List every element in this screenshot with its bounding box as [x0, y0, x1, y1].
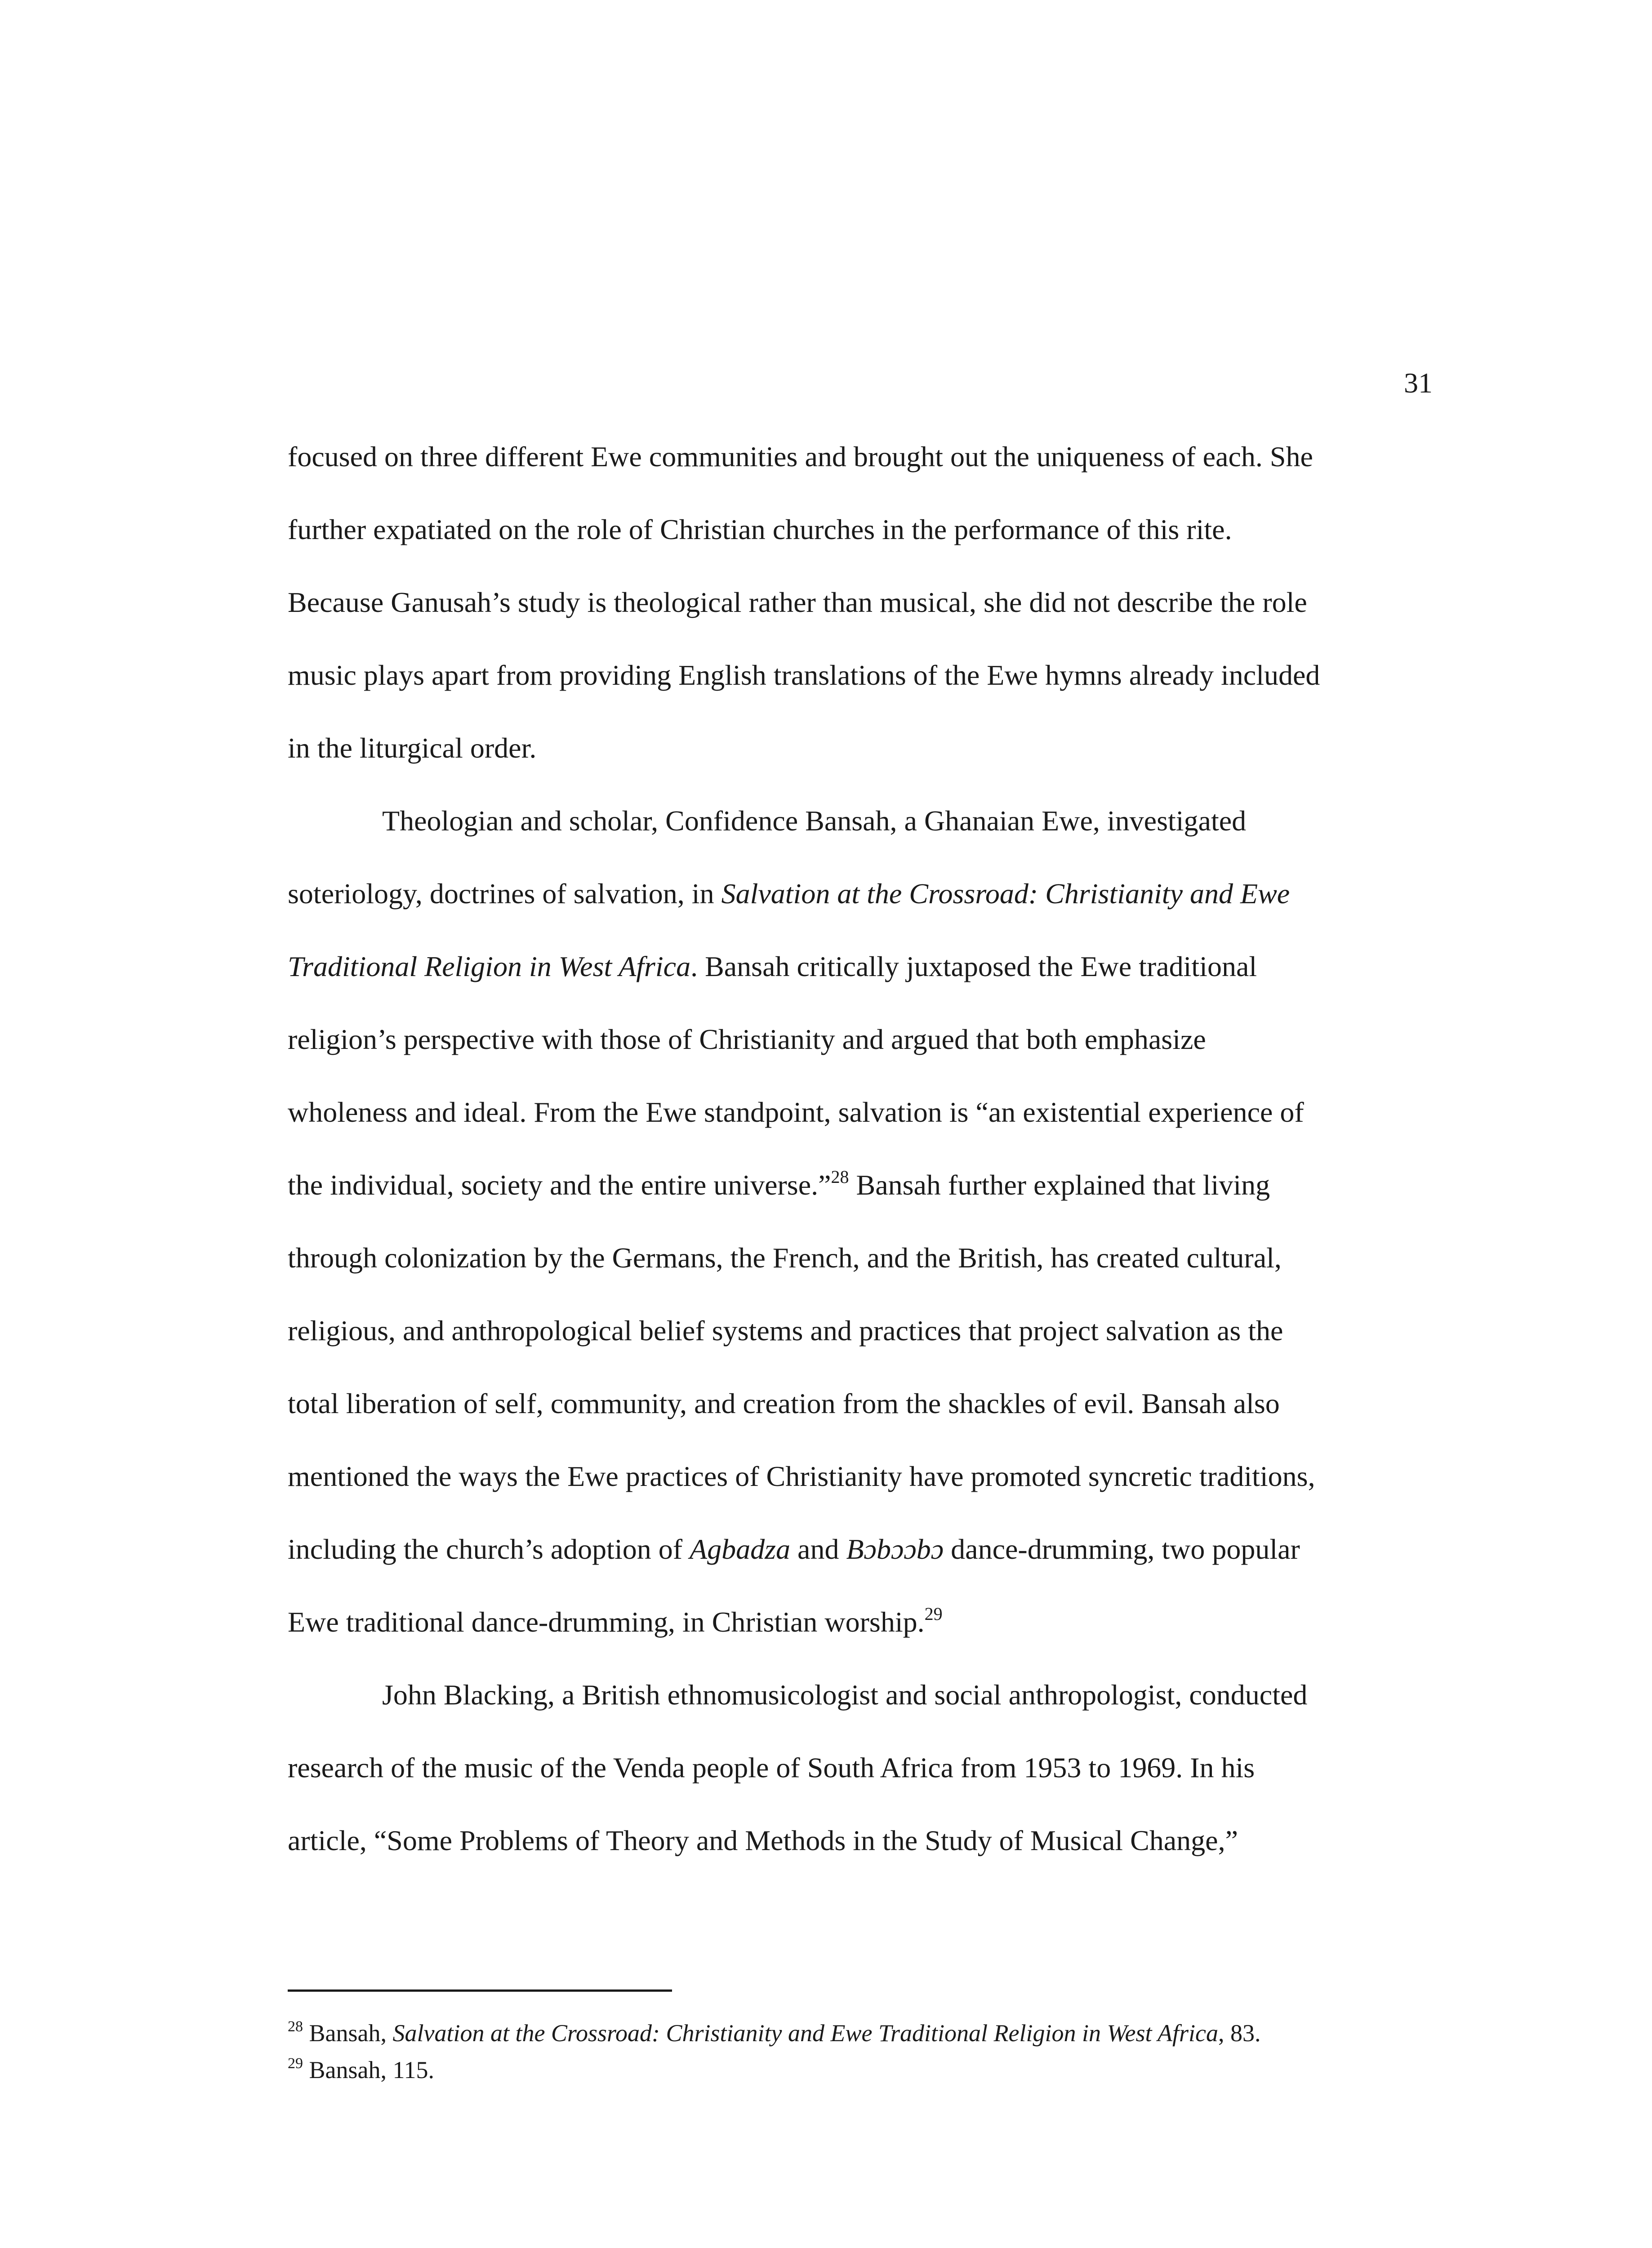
- text-line: focused on three different Ewe communities and brought out the uniqueness of each. She: [288, 441, 1313, 473]
- footnote-text: , 83.: [1218, 2020, 1261, 2047]
- text-line: [288, 1532, 1300, 1566]
- footnote-title: Salvation at the Crossroad: Christianity and Ewe Traditional Religion in West Africa: [392, 2020, 1219, 2047]
- text-line: [288, 950, 1257, 984]
- text-line: through colonization by the Germans, the French, and the British, has created cultural,: [288, 1242, 1282, 1274]
- text-line: John Blacking, a British ethnomusicologist and social anthropologist, conducted: [382, 1679, 1308, 1711]
- footnote-29: [288, 2056, 434, 2084]
- text-run: dance-drumming, two popular: [944, 1533, 1300, 1565]
- text-run: the individual, society and the entire universe.”: [288, 1169, 831, 1201]
- text-line: wholeness and ideal. From the Ewe standpoint, salvation is “an existential experience of: [288, 1096, 1304, 1128]
- text-line: Because Ganusah’s study is theological rather than musical, she did not describe the role: [288, 586, 1307, 618]
- text-run: soteriology, doctrines of salvation, in: [288, 878, 721, 910]
- text-line: research of the music of the Venda people of South Africa from 1953 to 1969. In his: [288, 1752, 1255, 1784]
- text-line: music plays apart from providing English translations of the Ewe hymns already included: [288, 659, 1320, 691]
- text-line: Theologian and scholar, Confidence Bansah, a Ghanaian Ewe, investigated: [382, 805, 1247, 837]
- dance-term: Bɔbɔɔbɔ: [846, 1533, 944, 1565]
- text-run: and: [790, 1533, 846, 1565]
- text-run: including the church’s adoption of: [288, 1533, 690, 1565]
- page-number: 31: [1404, 367, 1433, 399]
- text-line: mentioned the ways the Ewe practices of Christianity have promoted syncretic traditions,: [288, 1460, 1315, 1492]
- footnote-separator: [288, 1989, 672, 1992]
- text-line: [288, 877, 1290, 911]
- footnote-28: [288, 2019, 1261, 2047]
- text-run: Bansah further explained that living: [849, 1169, 1270, 1201]
- text-line: article, “Some Problems of Theory and Methods in the Study of Musical Change,”: [288, 1824, 1238, 1856]
- footnote-ref[interactable]: 28: [831, 1167, 849, 1187]
- book-title: Salvation at the Crossroad: Christianity and Ewe: [721, 878, 1290, 910]
- dance-term: Agbadza: [690, 1533, 791, 1565]
- text-line: total liberation of self, community, and creation from the shackles of evil. Bansah also: [288, 1387, 1280, 1419]
- text-run: . Bansah critically juxtaposed the Ewe traditional: [690, 950, 1257, 982]
- text-line: [288, 1168, 1270, 1202]
- footnote-text: Bansah,: [303, 2020, 393, 2047]
- footnote-ref[interactable]: 29: [924, 1604, 943, 1624]
- text-line: further expatiated on the role of Christian churches in the performance of this rite.: [288, 513, 1232, 545]
- footnote-number: 29: [288, 2055, 303, 2072]
- text-run: Ewe traditional dance-drumming, in Christian worship.: [288, 1606, 925, 1638]
- text-line: in the liturgical order.: [288, 732, 537, 764]
- text-line: [288, 1605, 943, 1639]
- footnote-number: 28: [288, 2018, 303, 2035]
- text-line: religion’s perspective with those of Christianity and argued that both emphasize: [288, 1023, 1206, 1055]
- text-line: religious, and anthropological belief systems and practices that project salvation as the: [288, 1315, 1283, 1347]
- footnote-text: Bansah, 115.: [303, 2056, 434, 2083]
- book-title: Traditional Religion in West Africa: [288, 950, 691, 982]
